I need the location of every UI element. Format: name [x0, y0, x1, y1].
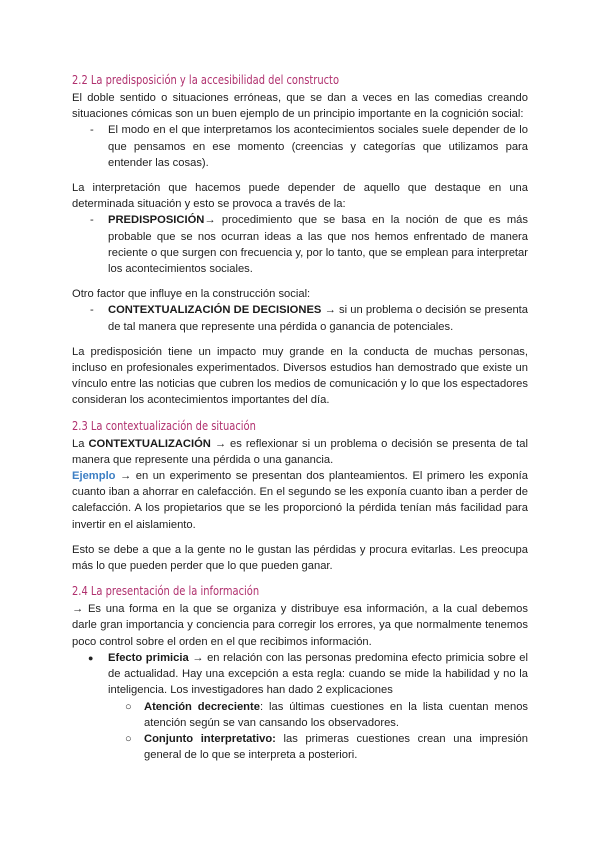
example-label: Ejemplo	[72, 470, 116, 483]
section-heading-2-4: 2.4 La presentación de la información	[72, 584, 260, 600]
text-run: La	[72, 437, 89, 450]
term-contextualizacion: CONTEXTUALIZACIÓN	[88, 437, 211, 450]
definition-text: → procedimiento que se basa en la noción de que es más probable que se nos ocurran ideas a las que nos hemos enfrentado de manera reciente o que surgen con frecuencia y, por lo tanto, que se emplean para interpretar los acontecimientos sociales.	[108, 214, 528, 276]
list-item	[72, 302, 528, 334]
term-predisposicion: PREDISPOSICIÓN	[108, 214, 205, 227]
term-conjunto-interpretativo: Conjunto interpretativo:	[144, 732, 276, 745]
sub-list-item	[108, 731, 528, 763]
definition-text: → si un problema o decisión se presenta de tal manera que represente una pérdida o ganancia de potenciales.	[108, 304, 528, 333]
bullet-icon: ●	[88, 652, 94, 663]
sub-list	[108, 699, 528, 764]
section-heading-2-3: 2.3 La contextualización de situación	[72, 418, 256, 434]
list-item	[72, 650, 528, 763]
paragraph	[72, 436, 528, 468]
list-item: - El modo en el que interpretamos los acontecimientos sociales suele depender de lo que pensamos en ese momento (creencias y categorías que utilizamos para entender las cosas).	[72, 122, 528, 171]
term-contextualizacion-decisiones: CONTEXTUALIZACIÓN DE DECISIONES	[108, 304, 322, 317]
sub-list-item	[108, 699, 528, 731]
circle-bullet-icon: ○	[125, 732, 132, 745]
dash-list	[72, 302, 528, 334]
term-efecto-primicia: Efecto primicia	[108, 651, 189, 664]
paragraph	[72, 468, 528, 533]
paragraph: → Es una forma en la que se organiza y distribuye esa información, a la cual debemos darle gran importancia y conciencia para corregir los errores, ya que normalmente tenemos poco control sobre el orden en el que recibimos información.	[72, 603, 528, 648]
definition-text: : las últimas cuestiones en la lista cuentan menos atención según se van cansando los observadores.	[144, 700, 529, 729]
section-heading-2-2: 2.2 La predisposición y la accesibilidad del constructo	[72, 73, 340, 88]
paragraph: Esto se debe a que a la gente no le gustan las pérdidas y procura evitarlas. Les preocupa más lo que pueden perder que lo que pueden ganar.	[72, 543, 528, 573]
dash-list	[72, 212, 528, 277]
definition-text: → es reflexionar si un problema o decisión se presenta de tal manera que represente una pérdida o una ganancia.	[72, 437, 528, 466]
paragraph: La interpretación que hacemos puede depender de aquello que destaque en una determinada situación y esto se provoca a través de la:	[72, 182, 528, 211]
definition-text: → en relación con las personas predomina efecto primicia sobre el de actualidad. Hay una excepción a esta regla: cuando se mide la habilidad y no la inteligencia. Los investigadores han dado 2 explicaciones	[108, 651, 529, 697]
list-item	[72, 212, 528, 277]
dash-list	[72, 122, 528, 171]
example-text: → en un experimento se presentan dos planteamientos. El primero les exponía cuanto iban a ahorrar en calefacción. En el segundo se les exponía cuanto iban a perder de calefacción. A los propietarios que se les proporcionó la pérdida tenían más facilidad para invertir en el aislamiento.	[72, 470, 528, 531]
bullet-list	[72, 650, 528, 763]
circle-bullet-icon: ○	[125, 700, 132, 713]
paragraph: Otro factor que influye en la construcción social:	[72, 288, 311, 301]
document-content	[72, 72, 528, 763]
definition-text: las primeras cuestiones crean una impresión general de lo que se interpreta a posteriori.	[144, 732, 528, 762]
term-atencion-decreciente: Atención decreciente	[144, 700, 260, 713]
paragraph: El doble sentido o situaciones erróneas, que se dan a veces en las comedias creando situaciones cómicas son un buen ejemplo de un principio importante en la cognición social:	[72, 92, 528, 121]
paragraph: La predisposición tiene un impacto muy grande en la conducta de muchas personas, incluso en profesionales experimentados. Diversos estudios han demostrado que existe un vínculo entre las noticias que cubren los medios de comunicación y lo que los espectadores consideran los acontecimientos importantes del día.	[72, 345, 528, 407]
